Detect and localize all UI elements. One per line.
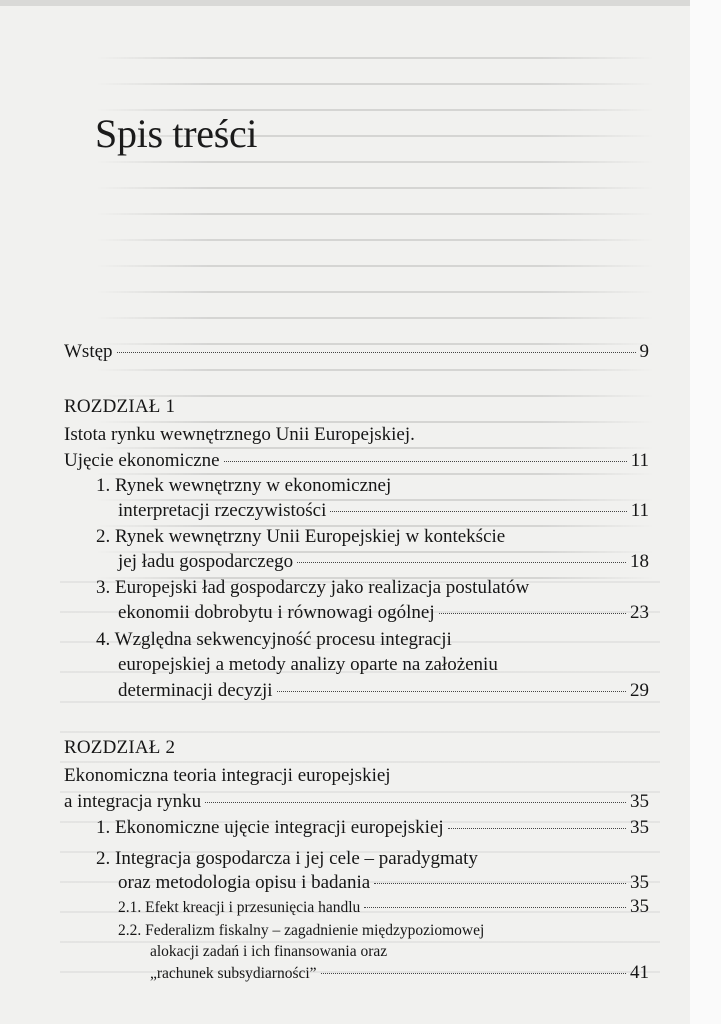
leader-dots	[448, 827, 626, 829]
toc-entry-section-1-2[interactable]	[118, 550, 649, 574]
toc-entry-section-2-2-1[interactable]	[118, 897, 649, 918]
leader-dots	[297, 561, 626, 563]
toc-entry-label: Wstęp	[64, 341, 113, 362]
chapter-2-title-line-1: Ekonomiczna teoria integracji europejskiej	[64, 765, 391, 786]
toc-entry-wstep[interactable]	[64, 340, 649, 364]
chapter-1-title-line-2: Ujęcie ekonomiczne	[64, 450, 220, 471]
section-1-4-line-2: europejskiej a metody analizy oparte na założeniu	[118, 654, 498, 675]
section-1-4-line-1: 4. Względna sekwencyjność procesu integracji	[96, 629, 452, 650]
page-number: 35	[630, 817, 649, 838]
page-title: Spis treści	[95, 111, 258, 156]
toc-entry-section-2-2[interactable]	[118, 871, 649, 895]
leader-dots	[205, 801, 626, 803]
leader-dots	[117, 351, 636, 353]
page-number: 18	[630, 551, 649, 572]
section-2-2-line-1: 2. Integracja gospodarcza i jej cele – paradygmaty	[96, 848, 478, 869]
leader-dots	[364, 906, 626, 908]
section-1-1-line-2: interpretacji rzeczywistości	[118, 500, 327, 521]
section-1-3-line-2: ekonomii dobrobytu i równowagi ogólnej	[118, 602, 435, 623]
chapter-2-heading: ROZDZIAŁ 2	[64, 737, 176, 758]
chapter-1-heading: ROZDZIAŁ 1	[64, 396, 176, 417]
section-1-1-line-1: 1. Rynek wewnętrzny w ekonomicznej	[96, 475, 392, 496]
toc-entry-chapter-1[interactable]	[64, 449, 649, 473]
leader-dots	[330, 510, 626, 512]
toc-entry-section-2-2-2[interactable]	[150, 963, 649, 984]
section-2-2-1-label: 2.1. Efekt kreacji i przesunięcia handlu	[118, 899, 361, 916]
page-number: 41	[630, 962, 649, 983]
leader-dots	[439, 612, 626, 614]
chapter-1-title-line-1: Istota rynku wewnętrznego Unii Europejskiej.	[64, 424, 415, 445]
section-2-2-2-line-1: 2.2. Federalizm fiskalny – zagadnienie międzypoziomowej	[118, 922, 485, 939]
page-number: 23	[630, 602, 649, 623]
toc-entry-section-1-3[interactable]	[118, 601, 649, 625]
page-number: 11	[630, 450, 649, 471]
leader-dots	[321, 972, 626, 974]
page-number: 35	[630, 896, 649, 917]
page-number: 9	[639, 341, 649, 362]
section-2-2-line-2: oraz metodologia opisu i badania	[118, 872, 371, 893]
section-2-2-2-line-2: alokacji zadań i ich finansowania oraz	[150, 943, 388, 960]
leader-dots	[224, 460, 627, 462]
page-number: 35	[630, 872, 649, 893]
section-1-4-line-3: determinacji decyzji	[118, 680, 273, 701]
scan-right-margin	[690, 0, 721, 1024]
page-number: 35	[630, 791, 649, 812]
toc-entry-section-1-1[interactable]	[118, 499, 649, 523]
section-1-2-line-2: jej ładu gospodarczego	[118, 551, 294, 572]
chapter-2-title-line-2: a integracja rynku	[64, 791, 202, 812]
scan-top-shadow	[0, 0, 690, 6]
toc-entry-section-1-4[interactable]	[118, 679, 649, 703]
section-2-1-label: 1. Ekonomiczne ujęcie integracji europejskiej	[96, 817, 444, 838]
toc-entry-section-2-1[interactable]	[96, 816, 649, 840]
section-1-2-line-1: 2. Rynek wewnętrzny Unii Europejskiej w kontekście	[96, 526, 506, 547]
toc-entry-chapter-2[interactable]	[64, 790, 649, 814]
leader-dots	[277, 690, 626, 692]
section-2-2-2-line-3: „rachunek subsydiarności”	[150, 965, 317, 982]
page-number: 29	[630, 680, 649, 701]
page-number: 11	[630, 500, 649, 521]
leader-dots	[374, 882, 626, 884]
section-1-3-line-1: 3. Europejski ład gospodarczy jako realizacja postulatów	[96, 577, 530, 598]
